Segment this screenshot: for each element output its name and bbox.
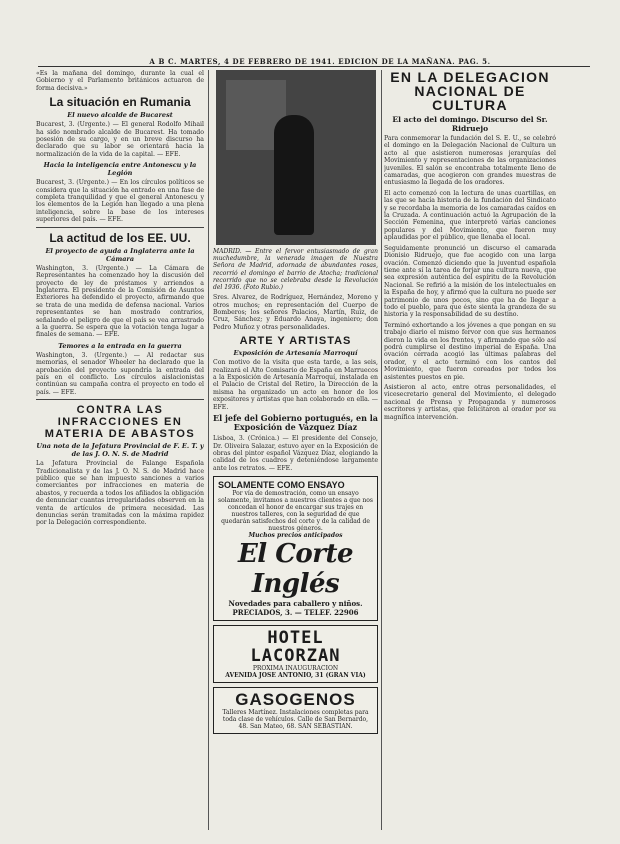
column-divider <box>381 70 382 830</box>
cultura-body-1: Para conmemorar la fundación del S. E. U., se celebró el domingo en la Delegación Nacional de Cultura un acto al que asistieron numerosas jerarquías del Movimiento y representaciones de las organizaciones juveniles. El salón se encontraba totalmente lleno de camaradas, que acogieron con grandes muestras de entusiasmo la llegada de los oradores. <box>384 135 556 187</box>
hotel-line-2: AVENIDA JOSE ANTONIO, 31 (GRAN VIA) <box>225 672 366 680</box>
news-photo <box>216 70 376 245</box>
rumania-body: Bucarest, 3. (Urgente.) — El general Rodolfo Mihail ha sido nombrado alcalde de Bucarest. Ha tomado posesión de su cargo, y en un breve discurso ha declarado que su labor se orientará hacia la normalización de la vida de la capital. — EFE. <box>36 121 204 158</box>
cultura-body-4: Terminó exhortando a los jóvenes a que pongan en su trabajo diario el mismo fervor con que sus hermanos dieron la vida en los frentes, y afirmando que sólo así podrá cumplirse el destino imperial de España. Una ovación cerrada acogió las últimas palabras del orador, y el acto terminó con los cantos del Movimiento, que fueron coreados por todos los asistentes puestos en pie. <box>384 321 556 381</box>
infracciones-subheadline: Una nota de la Jefatura Provincial de F. E. T. y de las J. O. N. S. de Madrid <box>36 442 204 459</box>
column-divider <box>208 70 209 830</box>
rumania-body-2: Bucarest, 3. (Urgente.) — En los círculos políticos se considera que la situación ha entrado en una fase de completa tranquilidad y que el general Antonescu y los elementos de la Legión han llegado a una plena inteligencia, sobre la base de los intereses superiores del país. — EFE. <box>36 179 204 224</box>
attendees-list: Sres. Alvarez, de Rodríguez, Hernández, Moreno y otros muchos; en representación del Cuerpo de Bomberos; los señores Palacios, Martín, Ruiz, de Cruz, Sánchez; y Eduardo Anaya, ingeniero; don Pedro Muñoz y otras personalidades. <box>213 294 378 331</box>
hotel-line-1: PROXIMA INAUGURACION <box>252 665 339 673</box>
separator <box>36 399 204 400</box>
arte-subheadline-2: El jefe del Gobierno portugués, en la Exposición de Vázquez Díaz <box>213 413 378 433</box>
hotel-name: HOTEL LACORZAN <box>250 628 341 667</box>
arte-headline: ARTE Y ARTISTAS <box>239 335 352 348</box>
gasogenos-text: Talleres Martínez. Instalaciones completas para toda clase de vehículos. Calle de San Bernardo, 48. San Mateo, 68. SAN SEBASTIAN. <box>222 709 369 731</box>
cultura-body-5: Asistieron al acto, entre otras personalidades, el vicesecretario general del Movimiento, el delegado nacional de Prensa y Propaganda y numerosos escritores y artistas, que felicitaron al orador por su magnífica intervención. <box>384 384 556 421</box>
column-left <box>36 70 204 835</box>
cultura-body-3: Seguidamente pronunció un discurso el camarada Dionisio Ridruejo, que fue acogido con una larga ovación. Comenzó diciendo que la juventud española tiene ante sí la tarea de forjar una cultura nueva, que sea expresión auténtica del espíritu de la Revolución Nacional. Se refirió a la misión de los intelectuales en la España de hoy, y afirmó que la cultura no puede ser patrimonio de unos pocos, sino que ha de llegar a todo el pueblo, para que éste sienta la grandeza de su historia y la responsabilidad de su destino. <box>384 244 556 319</box>
advertisement-gasogenos <box>213 687 378 734</box>
eeuu-headline: La actitud de los EE. UU. <box>49 230 191 245</box>
photo-caption: MADRID. — Entre el fervor entusiasmado de gran muchedumbre, la venerada imagen de Nuestra Señora de Madrid, adornada de abundantes rosas, recorrió el domingo el barrio de Atocha; tradicional recorrido que no se celebraba desde la Revolución del 1936. (Foto Rubio.) <box>213 248 378 292</box>
gasogenos-name: GASOGENOS <box>235 690 356 710</box>
infracciones-headline: CONTRA LAS INFRACCIONES EN MATERIA DE ABASTOS <box>44 404 196 441</box>
infracciones-body: La Jefatura Provincial de Falange Española Tradicionalista y de las J. O. N. S. de Madrid hace público que se han impuesto sanciones a varios comerciantes por infracciones en materia de abastos, y recuerda a todos los afiliados la obligación de denunciar cuantas irregularidades observen en la venta de artículos de primera necesidad. Las denuncias serán tramitadas con la máxima rapidez por la Delegación correspondiente. <box>36 460 204 527</box>
ad-note: Muchos precios anticipados <box>248 532 343 540</box>
header-rule <box>38 66 590 67</box>
photo-figure <box>274 115 314 235</box>
cultura-headline: EN LA DELEGACION NACIONAL DE CULTURA <box>390 70 550 113</box>
column-right <box>384 70 556 835</box>
separator <box>36 227 204 228</box>
eeuu-subheadline-2: Temores a la entrada en la guerra <box>58 341 182 350</box>
page-header: A B C. MARTES, 4 DE FEBRERO DE 1941. EDICION DE LA MAÑANA. PAG. 5. <box>149 57 491 66</box>
cultura-subheadline: El acto del domingo. Discurso del Sr. Ridruejo <box>392 115 548 133</box>
rumania-headline: La situación en Rumania <box>49 95 191 110</box>
rumania-subheadline-2: Hacia la inteligencia entre Antonescu y la Legión <box>43 161 197 178</box>
arte-body-2: Lisboa, 3. (Crónica.) — El presidente del Consejo, Dr. Oliveira Salazar, estuvo ayer en la Exposición de obras del pintor español Vázquez Díaz, elogiando la calidad de los cuadros y deteniéndose largamente ante los retratos. — EFE. <box>213 435 378 472</box>
ad-text: Por vía de demostración, como un ensayo solamente, invitamos a nuestros clientes a que nos concedan el honor de encargar sus trajes en nuestros talleres, con la seguridad de que quedarán satisfechos del corte y de la calidad de nuestros géneros. <box>218 490 373 533</box>
brand-logo: El Corte Inglés <box>237 539 354 600</box>
arte-subheadline: Exposición de Artesanía Marroquí <box>233 349 358 358</box>
ad-title: SOLAMENTE COMO ENSAYO <box>218 480 345 491</box>
rumania-subheadline: El nuevo alcalde de Bucarest <box>67 111 173 120</box>
cultura-body-2: El acto comenzó con la lectura de unas cuartillas, en las que se hacía historia de la fundación del Sindicato y se recordaba la memoria de los camaradas caídos en la Cruzada. A continuación actuó la Agrupación de la Sección Femenina, que interpretó varias canciones populares y del Movimiento, que fueron muy aplaudidas por el público, que llenaba el local. <box>384 189 556 242</box>
eeuu-body: Washington, 3. (Urgente.) — La Cámara de Representantes ha comenzado hoy la discusión del proyecto de ley de préstamos y arriendos a Inglaterra. El presidente de la Comisión de Asuntos Exteriores ha defendido el proyecto, afirmando que se trata de una medida de defensa nacional. Varios representantes se han mostrado contrarios, señalando el peligro de que el país se vea arrastrado a la guerra. Se espera que la votación tenga lugar a finales de semana. — EFE. <box>36 264 204 339</box>
intro-text: «Es la mañana del domingo, durante la cual el Gobierno y el Parlamento británicos actuaron de forma decisiva.» <box>36 70 204 92</box>
arte-body: Con motivo de la visita que esta tarde, a las seis, realizará el Alto Comisario de España en Marruecos a la Exposición de Artesanía Marroquí, instalada en el Palacio de Cristal del Retiro, la Dirección de la misma ha organizado un acto en honor de los expositores y artistas que han colaborado en ella. — EFE. <box>213 359 378 411</box>
column-middle <box>213 70 378 835</box>
ad-line-2: PRECIADOS, 3. — TELEF. 22906 <box>232 608 359 618</box>
eeuu-subheadline: El proyecto de ayuda a Inglaterra ante la Cámara <box>45 246 195 263</box>
advertisement-hotel <box>213 625 378 683</box>
advertisement-corte-ingles <box>213 476 378 621</box>
ad-line-1: Novedades para caballero y niños. <box>228 599 363 609</box>
eeuu-body-2: Washington, 3. (Urgente.) — Al redactar sus memorias, el senador Wheeler ha declarado que la aprobación del proyecto supondría la entrada del país en el conflicto. Los círculos aislacionistas continúan su campaña contra el proyecto en todo el país. — EFE. <box>36 351 204 396</box>
